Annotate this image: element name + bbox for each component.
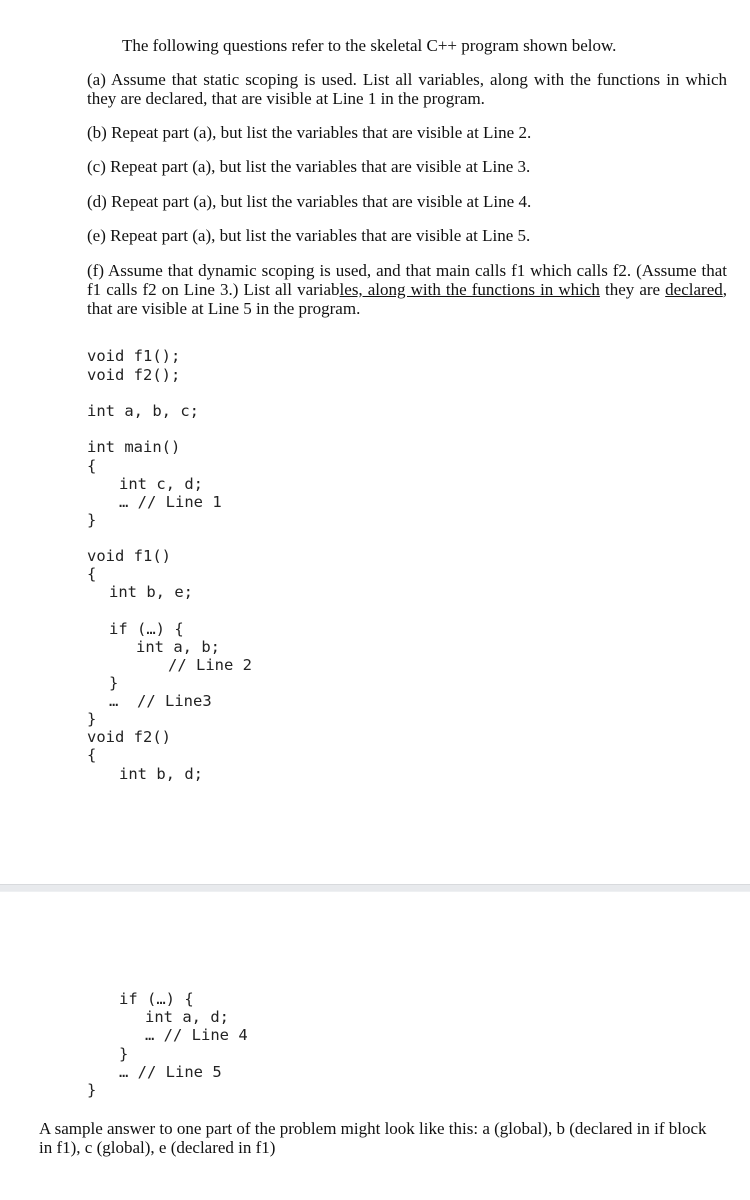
code-line-5: { [87, 457, 97, 475]
code-line-2: void f2(); [87, 366, 181, 384]
code-line-1: void f1(); [87, 347, 181, 365]
code-line-26: } [87, 1081, 97, 1099]
question-e: (e) Repeat part (a), but list the variables that are visible at Line 5. [87, 226, 531, 245]
sample-answer: A sample answer to one part of the problem might look like this: a (global), b (declared in if block in f1), c (global), e (declared in f1) [39, 1119, 707, 1157]
question-b: (b) Repeat part (a), but list the variables that are visible at Line 2. [87, 123, 532, 142]
code-line-10: { [87, 565, 97, 583]
code-line-12: if (…) { [109, 620, 184, 638]
code-line-11: int b, e; [109, 583, 193, 601]
page-break-divider [0, 884, 750, 892]
question-d: (d) Repeat part (a), but list the variables that are visible at Line 4. [87, 192, 532, 211]
question-a: (a) Assume that static scoping is used. List all variables, along with the functions in which they are declared, that are visible at Line 1 in the program. [87, 70, 727, 108]
code-line-16: … // Line3 [109, 692, 212, 710]
code-line-23: … // Line 4 [145, 1026, 248, 1044]
code-line-22: int a, d; [145, 1008, 229, 1026]
code-line-20: int b, d; [119, 765, 203, 783]
code-line-13: int a, b; [136, 638, 220, 656]
code-line-24: } [119, 1045, 129, 1063]
code-line-6: int c, d; [119, 475, 203, 493]
question-f-text-1: (f) Assume that dynamic scoping is used, and that main calls f1 which calls f2. (Assume that f1 calls f2 on Line 3.) List all variab [87, 261, 727, 299]
question-c: (c) Repeat part (a), but list the variables that are visible at Line 3. [87, 157, 531, 176]
question-f-text-3: , that are visible at Line 5 in the program. [87, 280, 727, 318]
code-line-21: if (…) { [119, 990, 194, 1008]
code-line-25: … // Line 5 [119, 1063, 222, 1081]
code-line-18: void f2() [87, 728, 171, 746]
code-line-8: } [87, 511, 97, 529]
code-line-4: int main() [87, 438, 181, 456]
intro-text: The following questions refer to the skeletal C++ program shown below. [122, 36, 617, 55]
code-line-3: int a, b, c; [87, 402, 199, 420]
code-line-9: void f1() [87, 547, 171, 565]
question-f-underlined-2: declared [665, 280, 723, 299]
code-line-19: { [87, 746, 97, 764]
question-f-text-2: they are [599, 280, 666, 299]
code-line-15: } [109, 674, 119, 692]
code-line-14: // Line 2 [168, 656, 252, 674]
code-line-17: } [87, 710, 97, 728]
question-f-underlined-1: les, along with the functions in which [339, 280, 600, 299]
question-f [87, 261, 727, 318]
code-line-7: … // Line 1 [119, 493, 222, 511]
